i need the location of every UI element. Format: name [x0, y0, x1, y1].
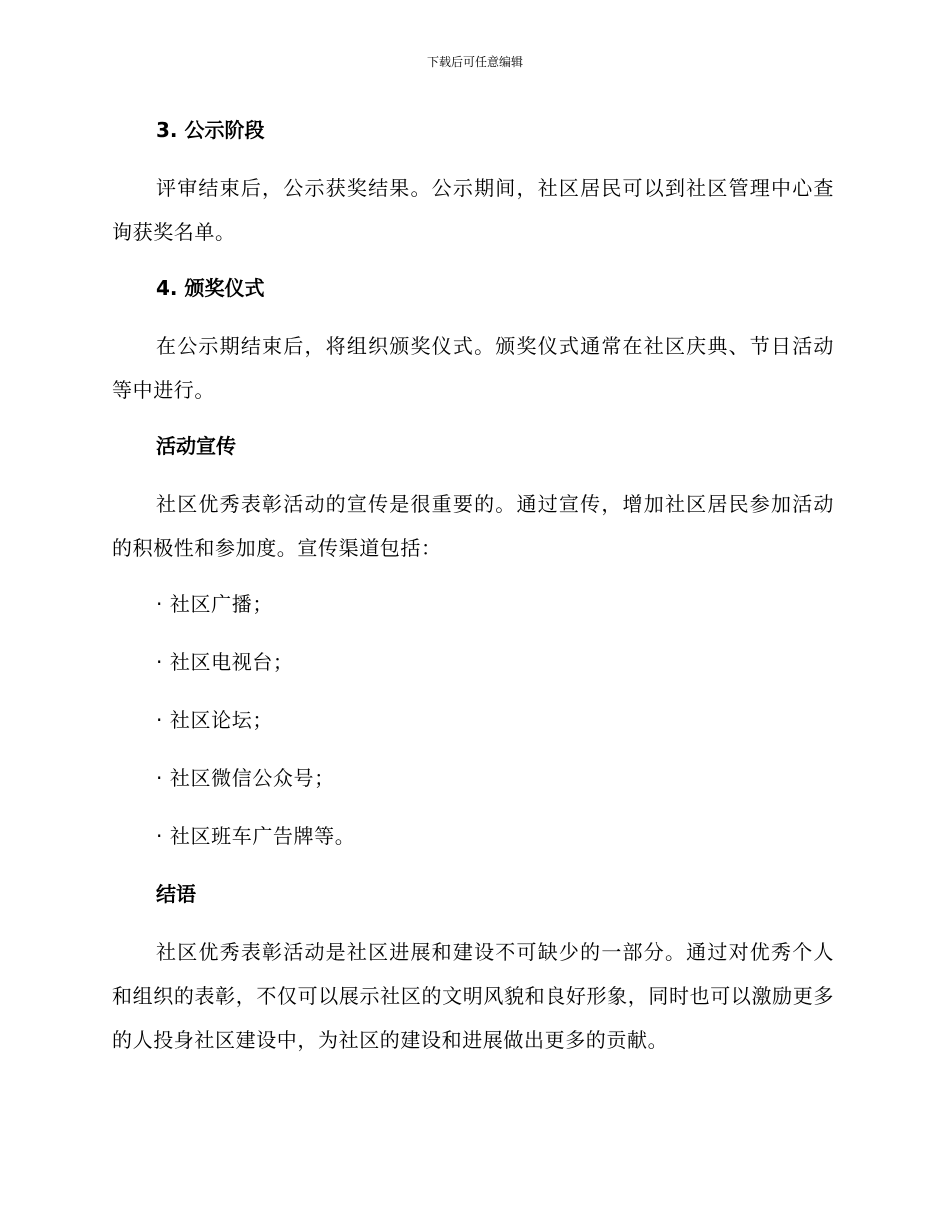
- list-item: · 社区微信公众号；: [156, 766, 335, 790]
- page-header: 下载后可任意编辑: [426, 55, 523, 69]
- section-heading-promotion: 活动宣传: [156, 434, 236, 458]
- paragraph-promotion: 社区优秀表彰活动的宣传是很重要的。通过宣传，增加社区居民参加活动的积极性和参加度。宣传渠道包括：: [112, 492, 834, 560]
- section-heading-conclusion: 结语: [156, 882, 196, 906]
- list-item: · 社区论坛；: [156, 708, 273, 732]
- paragraph-conclusion: 社区优秀表彰活动是社区进展和建设不可缺少的一部分。通过对优秀个人和组织的表彰，不仅可以展示社区的文明风貌和良好形象，同时也可以激励更多的人投身社区建设中，为社区的建设和进展做出更多的贡献。: [112, 940, 834, 1052]
- paragraph-award-ceremony: 在公示期结束后，将组织颁奖仪式。颁奖仪式通常在社区庆典、节日活动等中进行。: [112, 334, 834, 402]
- document-body: [112, 112, 834, 1078]
- list-item: · 社区电视台；: [156, 650, 294, 674]
- list-item: · 社区班车广告牌等。: [156, 824, 356, 848]
- section-heading-award-ceremony: 4. 颁奖仪式: [156, 276, 265, 300]
- list-item: · 社区广播；: [156, 592, 273, 616]
- section-heading-publicity: 3. 公示阶段: [156, 118, 265, 142]
- paragraph-publicity: 评审结束后，公示获奖结果。公示期间，社区居民可以到社区管理中心查询获奖名单。: [112, 176, 834, 244]
